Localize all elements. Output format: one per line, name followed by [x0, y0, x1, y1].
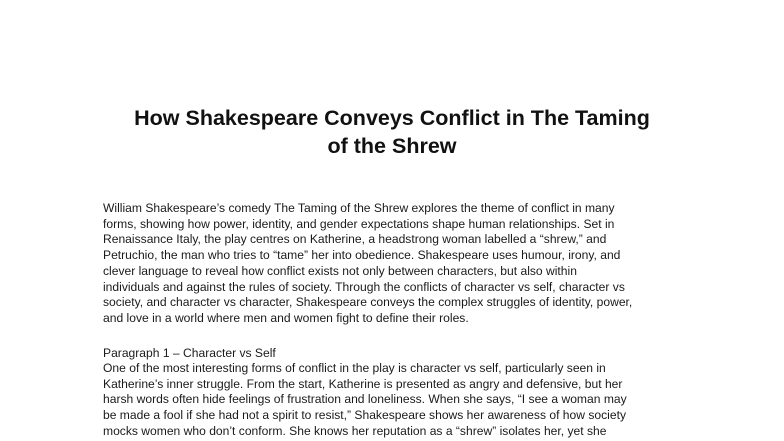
text-line: individuals and against the rules of society. Through the conflicts of character vs self, character vs	[103, 279, 625, 294]
title-line: How Shakespeare Conveys Conflict in The Taming	[134, 106, 650, 130]
paragraph-1	[103, 361, 703, 440]
text-line: forms, showing how power, identity, and gender expectations shape human relationships. Set in	[103, 216, 615, 231]
intro-paragraph	[103, 201, 703, 327]
text-line: and love in a world where men and women fight to define their roles.	[103, 310, 469, 325]
text-line: William Shakespeare’s comedy The Taming of the Shrew explores the theme of conflict in many	[103, 201, 615, 215]
document-title	[92, 104, 692, 160]
text-line: clever language to reveal how conflict exists not only between characters, but also within	[103, 263, 577, 278]
text-line: be made a fool if she had not a spirit to resist,” Shakespeare shows her awareness of how society	[103, 408, 626, 423]
text-line: Renaissance Italy, the play centres on Katherine, a headstrong woman labelled a “shrew,” and	[103, 232, 607, 247]
text-line: Katherine’s inner struggle. From the start, Katherine is presented as angry and defensive, but her	[103, 376, 623, 391]
text-line: One of the most interesting forms of conflict in the play is character vs self, particularly seen in	[103, 361, 606, 375]
section-heading: Paragraph 1 – Character vs Self	[103, 346, 276, 360]
text-line: Petruchio, the man who tries to “tame” her into obedience. Shakespeare uses humour, irony, and	[103, 248, 621, 263]
text-line: society, and character vs character, Shakespeare conveys the complex struggles of identity, power,	[103, 295, 633, 310]
text-line: harsh words often hide feelings of frustration and loneliness. When she says, “I see a woman may	[103, 392, 627, 407]
title-line: of the Shrew	[327, 134, 457, 158]
text-line: mocks women who don’t conform. She knows her reputation as a “shrew” isolates her, yet she	[103, 423, 607, 438]
